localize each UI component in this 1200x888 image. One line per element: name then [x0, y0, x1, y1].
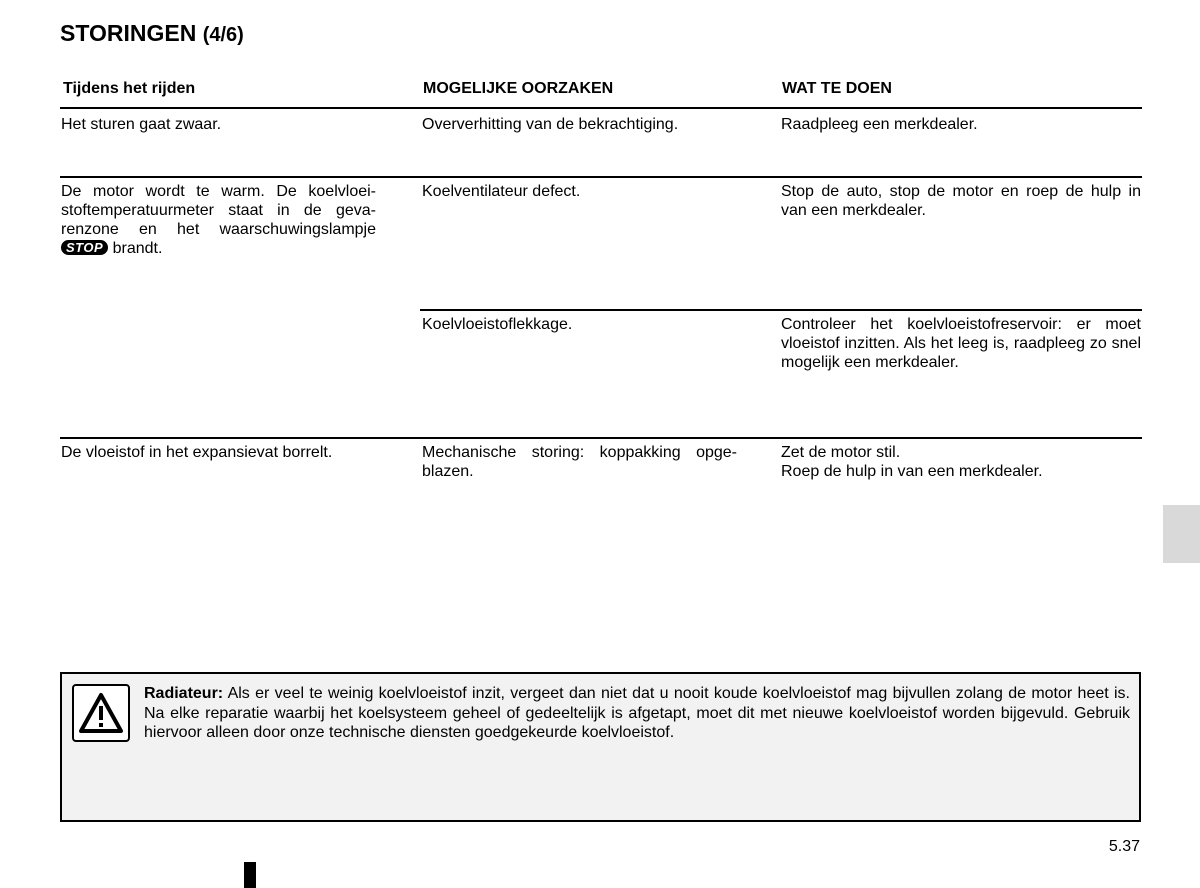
row4-action-line1: Zet de motor stil. — [781, 444, 901, 461]
row2-symptom — [61, 182, 376, 258]
row-divider — [60, 437, 1142, 439]
page-title-text: STORINGEN — [60, 20, 197, 46]
warning-box — [60, 672, 1141, 822]
column-header-situation: Tijdens het rijden — [63, 80, 196, 97]
column-header-causes: MOGELIJKE OORZAKEN — [423, 80, 614, 97]
row1-symptom: Het sturen gaat zwaar. — [61, 116, 222, 133]
row2-symptom-text: De motor wordt te warm. De koelvloei-stoftemperatuurmeter staat in de geva-renzone en het waarschuwingslampje — [61, 183, 376, 238]
stop-warning-light-icon: STOP — [61, 240, 108, 255]
row-divider — [420, 309, 1142, 311]
row2-symptom-tail: brandt. — [112, 240, 163, 257]
warning-label: Radiateur: — [144, 685, 224, 702]
row3-action: Controleer het koelvloeistofreservoir: er moet vloeistof inzitten. Als het leeg is, raadpleeg zo snel mogelijk een merkdealer. — [781, 316, 1141, 371]
row1-action: Raadpleeg een merkdealer. — [781, 116, 978, 133]
row4-symptom: De vloeistof in het expansievat borrelt. — [61, 444, 333, 461]
warning-triangle-icon — [72, 684, 130, 742]
row3-cause: Koelvloeistoflekkage. — [422, 316, 573, 333]
warning-text — [144, 684, 1130, 743]
row2-action: Stop de auto, stop de motor en roep de hulp in van een merkdealer. — [781, 183, 1141, 219]
row-divider — [60, 176, 1142, 178]
warning-body: Als er veel te weinig koelvloeistof inzit, vergeet dan niet dat u nooit koude koelvloeistof mag bijvullen zolang de motor heet is. Na elke reparatie waarbij het koelsysteem geheel of gedeeltelijk is afgetapt, moet dit met nieuwe koelvloeistof worden bijgevuld. Gebruik hiervoor alleen door onze technische diensten goedgekeurde koelvloeistof. — [144, 685, 1130, 741]
row1-cause: Oververhitting van de bekrachtiging. — [422, 116, 679, 133]
print-edge-mark — [244, 862, 256, 888]
row4-action-line2: Roep de hulp in van een merkdealer. — [781, 463, 1043, 480]
row4-cause: Mechanische storing: koppakking opge-blazen. — [422, 444, 737, 480]
page-number: 5.37 — [1108, 838, 1140, 855]
row4-action — [781, 443, 1141, 481]
page-title — [60, 20, 244, 47]
row2-cause: Koelventilateur defect. — [422, 183, 581, 200]
chapter-tab — [1163, 505, 1200, 563]
page-title-part: (4/6) — [202, 24, 244, 46]
header-divider — [60, 107, 1142, 109]
column-header-actions: WAT TE DOEN — [782, 80, 892, 97]
